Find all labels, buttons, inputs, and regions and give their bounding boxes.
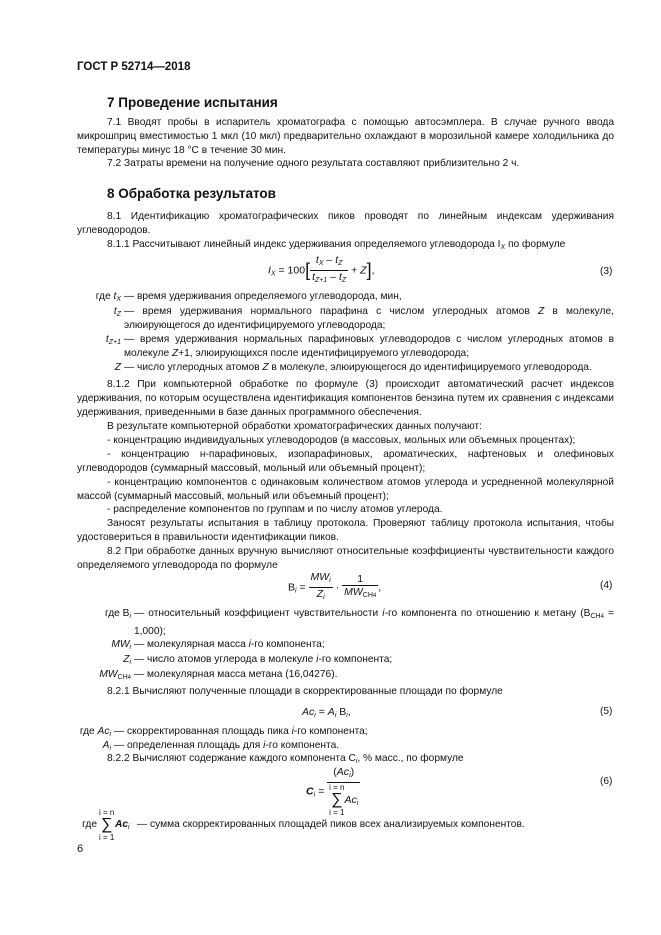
bullet-4: - распределение компонентов по группам и по числу атомов углерода.: [107, 504, 443, 515]
formula-6: $C_i$ = $(Ac_i)$ i = n ∑ $i = 1Ac_i$: [306, 766, 359, 817]
formula-4: $B_i$ = $\frac{MW_i}{Z_i}$ · $\frac{1}{MW_{CH4}}$ ,: [288, 571, 382, 601]
eq-number-5: (5): [600, 706, 613, 717]
para-8-2: 8.2 При обработке данных вручную вычисляют относительные коэффициенты чувствительности каждого определяемого углеводорода по формуле: [77, 546, 614, 571]
para-8-1: 8.1 Идентификацию хроматографических пиков проводят по линейным индексам удерживания углеводородов.: [77, 211, 614, 236]
formula-5: $Ac_i = A_i$ $B_i$,: [302, 706, 351, 719]
para-8-2-1: 8.2.1 Вычисляют полученные площади в скорректированные площади по формуле: [107, 686, 503, 697]
section-8-title: 8 Обработка результатов: [107, 186, 276, 201]
para-8-1-3: В результате компьютерной обработки хроматографических данных получают:: [107, 421, 482, 432]
section-7-title: 7 Проведение испытания: [107, 95, 278, 110]
bullet-2: - концентрацию н-парафиновых, изопарафиновых, ароматических, нафтеновых и олефиновых углеводородов (суммарный массовый, мольный или объемный процент);: [77, 449, 614, 474]
document-header: ГОСТ Р 52714—2018: [77, 61, 191, 73]
eq-number-4: (4): [600, 580, 613, 591]
bullet-3: - концентрацию компонентов с одинаковым количеством атомов углерода и усредненной молекулярной массой (суммарный массовый, мольный или объемный процент);: [77, 477, 614, 502]
eq-number-3: (3): [600, 266, 613, 277]
eq-number-6: (6): [600, 776, 613, 787]
para-7-2: 7.2 Затраты времени на получение одного результата составляют приблизительно 2 ч.: [107, 158, 520, 169]
formula-3: $I_X = 100$[ $\frac{t_X - t_Z}{t_{Z+1} - t_Z}$ + Z],: [268, 254, 375, 284]
para-8-1-2: 8.1.2 При компьютерной обработке по формуле (3) происходит автоматический расчет индексов удерживания, по которым осуществлена идентификация компонентов бензина путем их сравнения с индексами удерживания, приведенными в базе данных программного обеспечения.: [77, 379, 614, 418]
para-7-1: 7.1 Вводят пробы в испаритель хроматографа с помощью автосэмплера. В случае ручного ввода микрошприц вместимостью 1 мкл (10 мкл) предварительно охлаждают в морозильной камере холодильника до температуры минус 18 °С в течение 30 мин.: [77, 117, 614, 156]
para-8-1-4: Заносят результаты испытания в таблицу протокола. Проверяют таблицу протокола испытания, чтобы удостовериться в правильности идентификации пиков.: [77, 518, 614, 543]
bullet-1: - концентрацию индивидуальных углеводородов (в массовых, мольных или объемных процентах);: [107, 435, 576, 446]
para-8-2-2: 8.2.2 Вычисляют содержание каждого компонента $C_i$, % масс., по формуле: [107, 753, 464, 765]
page-number: 6: [77, 843, 84, 855]
para-8-1-1: 8.1.1 Рассчитывают линейный индекс удерживания определяемого углеводорода $I_X$ по формуле: [107, 239, 566, 251]
document-page: ГОСТ Р 52714—2018 7 Проведение испытания 7.1 Вводят пробы в испаритель хроматографа с помощью автосэмплера. В случае ручного ввода микрошприц вместимостью 1 мкл (10 мкл) предварительно охлаждают в морозильной камере холодильника до температуры минус 18 °С в течение 30 мин. 7.2 Затраты времени на получение одного результата составляют приблизительно 2 ч. 8 Обработка результатов 8.1 Идентификацию хроматографических пиков проводят по линейным индексам удерживания углеводородов. 8.1.1 Рассчитывают линейный индекс удерживания определяемого углеводорода $I_X$ по формуле $I_X = 100$[ $\frac{t_X - t_Z}{t_{Z+1} - t_Z}$ + Z], (3) где $t_X$ — время удерживания определяемого углеводорода, мин, $t_Z$ — время удерживания нормального парафина с числом углеродных атомов Z в молекуле, элюирующегося до идентифицируемого углеводорода; $t_{Z+1}$ — время удерживания нормальных парафиновых углеводородов с числом углеродных атомов в молекуле Z+1, элюирующихся после идентифицируемого углеводорода; Z — число углеродных атомов Z в молекуле, элюирующегося до идентифицируемого углеводорода. 8.1.2 При компьютерной обработке по формуле (3) происходит автоматический расчет индексов удерживания, по которым осуществлена идентификация компонентов бензина путем их сравнения с индексами удерживания, приведенными в базе данных программного обеспечения. В результате компьютерной обработки хроматографических данных получают: - концентрацию индивидуальных углеводородов (в массовых, мольных или объемных процентах); - концентрацию н-парафиновых, изопарафиновых, ароматических, нафтеновых и олефиновых углеводородов (суммарный массовый, мольный или объемный процент); - концентрацию компонентов с одинаковым количеством атомов углерода и усредненной молекулярной массой (суммарный массовый, мольный или объемный процент); - распределение компонентов по группам и по числу атомов углерода. Заносят результаты испытания в таблицу протокола. Проверяют таблицу протокола испытания, чтобы удостовериться в правильности идентификации пиков. 8.2 При обработке данных вручную вычисляют относительные коэффициенты чувствительности каждого определяемого углеводорода по формуле $B_i$ = $\frac{MW_i}{Z_i}$ · $\frac{1}{MW_{CH4}}$ , (4) где $B_i$ — относительный коэффициент чувствительности i-го компонента по отношению к метану $(B_{CH4} = 1,000)$; $MW_i$ — молекулярная масса i-го компонента; $Z_i$ — число атомов углерода в молекуле i-го компонента; $MW_{CH4}$ — молекулярная масса метана (16,04276). 8.2.1 Вычисляют полученные площади в скорректированные площади по формуле $Ac_i = A_i$ $B_i$, (5) где $Ac_i$ — скорректированная площадь пика i-го компонента; $A_i$ — определенная площадь для i-го компонента. 8.2.2 Вычисляют содержание каждого компонента $C_i$, % масс., по формуле $C_i$ = $(Ac_i)$ i = n ∑ $i = 1Ac_i$ (6) где i = n ∑ i = 1 $Ac_i$ — сумма скорректированных площадей пиков всех анализируемых компонентов. 6: [77, 61, 614, 855]
